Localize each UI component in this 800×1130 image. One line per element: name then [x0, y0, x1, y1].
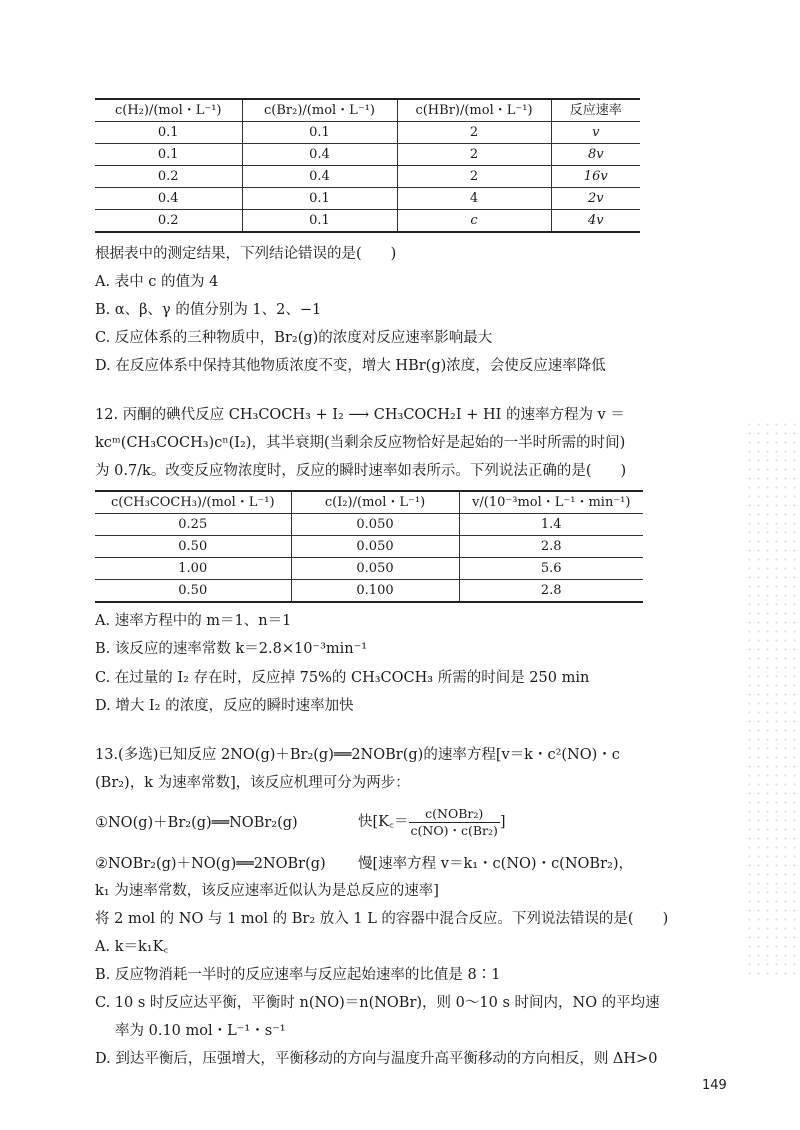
table-cell: 4 [397, 188, 551, 210]
q11-option-d: D. 在反应体系中保持其他物质浓度不变，增大 HBr(g)浓度，会使反应速率降低 [95, 358, 606, 374]
q12-stem-line-2: kcᵐ(CH₃COCH₃)cⁿ(I₂)，其半衰期(当剩余反应物恰好是起始的一半时所需的时间) [95, 435, 626, 451]
table-cell: 0.050 [291, 558, 459, 580]
q13-stem-line-2: (Br₂)，k 为速率常数]，该反应机理可分为两步： [95, 775, 410, 791]
q13-option-d: D. 到达平衡后，压强增大，平衡移动的方向与温度升高平衡移动的方向相反，则 ΔH>0 [95, 1051, 658, 1067]
q12-stem-line-3: 为 0.7/k。改变反应物浓度时，反应的瞬时速率如表所示。下列说法正确的是( ) [95, 463, 627, 479]
table-cell: 1.4 [459, 514, 643, 536]
col-header: v/(10⁻³mol・L⁻¹・min⁻¹) [459, 491, 643, 514]
table-row [95, 144, 640, 166]
table-cell: 0.50 [95, 536, 291, 558]
table-row [95, 210, 640, 233]
q13-step-2: ②NOBr₂(g)＋NO(g)══2NOBr(g) [95, 856, 326, 872]
q12-option-c: C. 在过量的 I₂ 存在时，反应掉 75%的 CH₃COCH₃ 所需的时间是 250 min [95, 670, 590, 686]
table-cell: 2 [397, 122, 551, 144]
table-cell: c [397, 210, 551, 233]
table-cell: 2v [551, 188, 640, 210]
table-cell: v [551, 122, 640, 144]
table-cell: 0.2 [95, 210, 242, 233]
table-cell: 0.2 [95, 166, 242, 188]
equilibrium-suffix: ] [499, 814, 506, 830]
q11-option-b: B. α、β、γ 的值分别为 1、2、−1 [95, 302, 322, 318]
q13-stem-line-1: 13.(多选)已知反应 2NO(g)＋Br₂(g)══2NOBr(g)的速率方程[v＝k・c²(NO)・c [95, 747, 620, 763]
col-header: c(H₂)/(mol・L⁻¹) [95, 99, 242, 122]
fraction-denominator: c(NO)・c(Br₂) [410, 822, 498, 838]
table-cell: 0.4 [242, 144, 397, 166]
table-cell: 5.6 [459, 558, 643, 580]
table-cell: 0.1 [95, 144, 242, 166]
table-cell: 16v [551, 166, 640, 188]
fraction-numerator: c(NOBr₂) [409, 806, 500, 823]
table-cell: 0.1 [242, 210, 397, 233]
q13-step-1: ①NO(g)＋Br₂(g)══NOBr₂(g) [95, 815, 298, 831]
table-cell: 8v [551, 144, 640, 166]
table-cell: 0.50 [95, 580, 291, 603]
q13-option-b: B. 反应物消耗一半时的反应速率与反应起始速率的比值是 8∶1 [95, 967, 501, 983]
col-header: c(Br₂)/(mol・L⁻¹) [242, 99, 397, 122]
q12-option-d: D. 增大 I₂ 的浓度，反应的瞬时速率加快 [95, 698, 354, 714]
table-cell: 0.25 [95, 514, 291, 536]
table-row [95, 580, 643, 603]
rate-data-table-1 [95, 98, 640, 233]
table-cell: 0.1 [95, 122, 242, 144]
table-cell: 2 [397, 144, 551, 166]
table-row [95, 558, 643, 580]
table-row [95, 166, 640, 188]
q12-option-b: B. 该反应的速率常数 k＝2.8×10⁻³min⁻¹ [95, 641, 368, 657]
table-cell: 0.1 [242, 188, 397, 210]
rate-data-table-2 [95, 490, 643, 603]
table-cell: 2 [397, 166, 551, 188]
table-header-row [95, 491, 643, 514]
table-cell: 0.050 [291, 536, 459, 558]
col-header: c(CH₃COCH₃)/(mol・L⁻¹) [95, 491, 291, 514]
q13-option-c-line-1: C. 10 s 时反应达平衡，平衡时 n(NO)＝n(NOBr)，则 0～10 s 时间内，NO 的平均速 [95, 995, 660, 1011]
q12-option-a: A. 速率方程中的 m＝1、n＝1 [95, 613, 292, 629]
q13-step-2-desc: 慢[速率方程 v＝k₁・c(NO)・c(NOBr₂)， [358, 856, 633, 872]
equilibrium-fraction [409, 806, 500, 839]
table-header-row [95, 99, 640, 122]
q13-option-a: A. k＝k₁K꜀ [95, 939, 169, 955]
table-cell: 0.4 [242, 166, 397, 188]
table-cell: 4v [551, 210, 640, 233]
page-number: 149 [702, 1078, 727, 1093]
q13-setup: 将 2 mol 的 NO 与 1 mol 的 Br₂ 放入 1 L 的容器中混合反应。下列说法错误的是( ) [95, 911, 669, 927]
table-row [95, 122, 640, 144]
table-cell: 0.050 [291, 514, 459, 536]
table-row [95, 188, 640, 210]
col-header: c(HBr)/(mol・L⁻¹) [397, 99, 551, 122]
q11-option-c: C. 反应体系的三种物质中，Br₂(g)的浓度对反应速率影响最大 [95, 330, 493, 346]
q11-option-a: A. 表中 c 的值为 4 [95, 274, 219, 290]
table-cell: 2.8 [459, 580, 643, 603]
q13-option-c-line-2: 率为 0.10 mol・L⁻¹・s⁻¹ [115, 1023, 286, 1039]
table-cell: 0.4 [95, 188, 242, 210]
table-row [95, 536, 643, 558]
q13-step-2-cont: k₁ 为速率常数，该反应速率近似认为是总反应的速率] [95, 883, 439, 899]
q13-step-1-equilibrium [358, 805, 506, 839]
col-header: c(I₂)/(mol・L⁻¹) [291, 491, 459, 514]
table-cell: 0.100 [291, 580, 459, 603]
equilibrium-prefix: 快[K꜀＝ [358, 814, 409, 830]
q11-stem: 根据表中的测定结果，下列结论错误的是( ) [95, 246, 397, 262]
col-header: 反应速率 [551, 99, 640, 122]
table-row [95, 514, 643, 536]
q12-stem-line-1: 12. 丙酮的碘代反应 CH₃COCH₃ + I₂ ⟶ CH₃COCH₂I + HI 的速率方程为 v ＝ [95, 407, 625, 423]
table-cell: 1.00 [95, 558, 291, 580]
scan-edge-dots [745, 420, 800, 980]
table-cell: 2.8 [459, 536, 643, 558]
table-cell: 0.1 [242, 122, 397, 144]
